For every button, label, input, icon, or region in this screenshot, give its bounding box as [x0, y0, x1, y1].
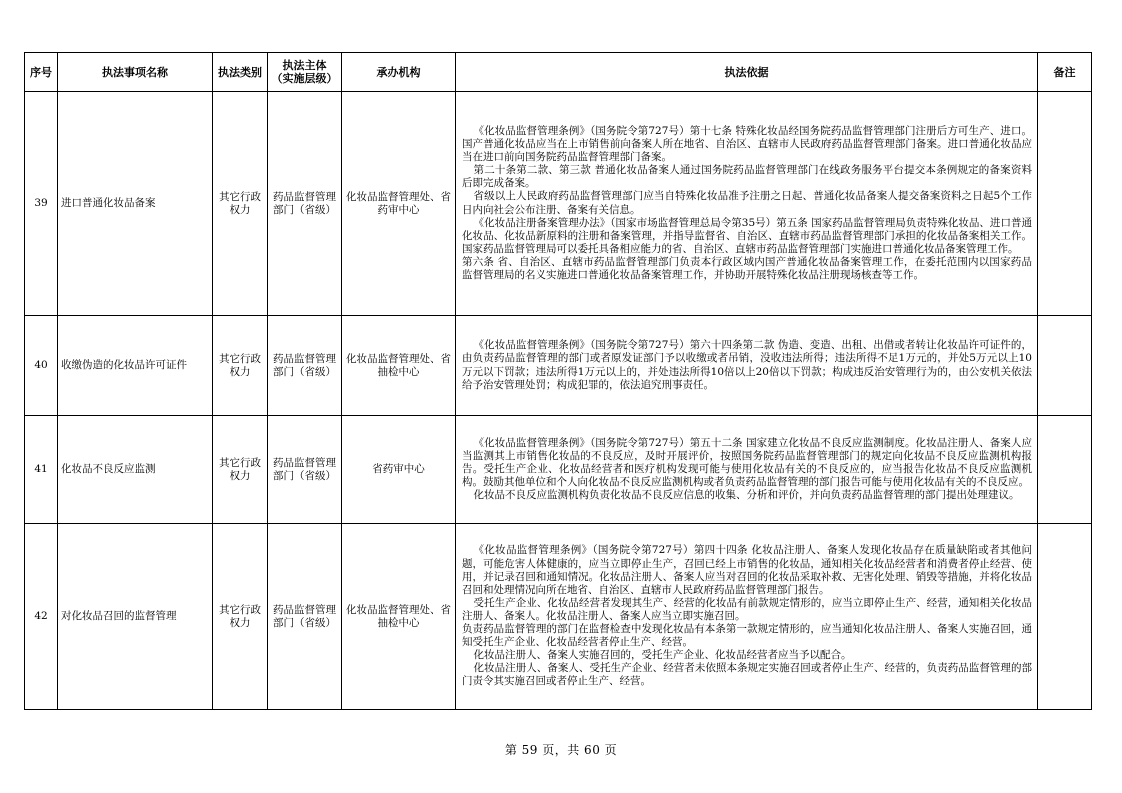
- table-row: [25, 416, 1092, 524]
- row-no: 40: [25, 316, 58, 416]
- row-type: 其它行政权力: [213, 316, 268, 416]
- basis-paragraph: 第二十条第二款、第三款 普通化妆品备案人通过国务院药品监督管理部门在线政务服务平台提交本条例规定的备案资料后即完成备案。: [462, 164, 1032, 190]
- header-org: 承办机构: [342, 53, 456, 92]
- row-subject: 药品监督管理部门（省级）: [268, 416, 342, 524]
- row-no: 41: [25, 416, 58, 524]
- header-subject-line2: （实施层级）: [271, 72, 338, 85]
- basis-paragraph: 第六条 省、自治区、直辖市药品监督管理部门负责本行政区域内国产普通化妆品备案管理工作，在委托范围内以国家药品监督管理局的名义实施进口普通化妆品备案管理工作，并协助开展特殊化妆品注册现场核查等工作。: [462, 255, 1032, 281]
- header-subject: [268, 53, 342, 92]
- row-name: 收缴伪造的化妆品许可证件: [58, 316, 213, 416]
- row-basis: [456, 316, 1038, 416]
- header-type: 执法类别: [213, 53, 268, 92]
- row-type: 其它行政权力: [213, 416, 268, 524]
- basis-paragraph: 《化妆品监督管理条例》（国务院令第727号）第五十二条 国家建立化妆品不良反应监测制度。化妆品注册人、备案人应当监测其上市销售化妆品的不良反应，及时开展评价，按照国务院药品监督管理部门的规定向化妆品不良反应监测机构报告。受托生产企业、化妆品经营者和医疗机构发现可能与使用化妆品有关的不良反应的，应当报告化妆品不良反应监测机构。鼓励其他单位和个人向化妆品不良反应监测机构或者负责药品监督管理的部门报告可能与使用化妆品有关的不良反应。: [462, 436, 1032, 489]
- row-subject: 药品监督管理部门（省级）: [268, 92, 342, 316]
- basis-paragraph: 《化妆品监督管理条例》（国务院令第727号）第十七条 特殊化妆品经国务院药品监督管理部门注册后方可生产、进口。国产普通化妆品应当在上市销售前向备案人所在地省、自治区、直辖市人民政府药品监督管理部门备案。进口普通化妆品应当在进口前向国务院药品监督管理部门备案。: [462, 124, 1032, 164]
- basis-paragraph: 负责药品监督管理的部门在监督检查中发现化妆品有本条第一款规定情形的，应当通知化妆品注册人、备案人实施召回，通知受托生产企业、化妆品经营者停止生产、经营。: [462, 623, 1032, 649]
- row-basis: [456, 524, 1038, 710]
- basis-paragraph: 化妆品不良反应监测机构负责化妆品不良反应信息的收集、分析和评价，并向负责药品监督管理的部门提出处理建议。: [473, 489, 1020, 502]
- basis-paragraph: 化妆品注册人、备案人、受托生产企业、经营者未依照本条规定实施召回或者停止生产、经营的，负责药品监督管理的部门责令其实施召回或者停止生产、经营。: [462, 662, 1032, 688]
- row-remark: [1038, 316, 1092, 416]
- page-number: 第 59 页，共 60 页: [504, 743, 618, 757]
- basis-paragraph: 受托生产企业、化妆品经营者发现其生产、经营的化妆品有前款规定情形的，应当立即停止生产、经营，通知相关化妆品注册人、备案人。化妆品注册人、备案人应当立即实施召回。: [462, 596, 1032, 622]
- row-remark: [1038, 524, 1092, 710]
- law-enforcement-table: [24, 52, 1092, 710]
- basis-paragraph: 《化妆品注册备案管理办法》（国家市场监督管理总局令第35号）第五条 国家药品监督管理局负责特殊化妆品、进口普通化妆品、化妆品新原料的注册和备案管理，并指导监督省、自治区、直辖市药品监督管理部门承担的化妆品备案相关工作。国家药品监督管理局可以委托具备相应能力的省、自治区、直辖市药品监督管理部门实施进口普通化妆品备案管理工作。: [462, 216, 1032, 255]
- row-name: 进口普通化妆品备案: [58, 92, 213, 316]
- header-subject-line1: 执法主体: [282, 59, 327, 72]
- row-type: 其它行政权力: [213, 524, 268, 710]
- row-basis: [456, 92, 1038, 316]
- row-org: 化妆品监督管理处、省抽检中心: [342, 524, 456, 710]
- header-remark: 备注: [1038, 53, 1092, 92]
- header-row: [25, 53, 1092, 92]
- header-no: 序号: [25, 53, 58, 92]
- row-remark: [1038, 416, 1092, 524]
- header-basis: 执法依据: [456, 53, 1038, 92]
- basis-paragraph: 省级以上人民政府药品监督管理部门应当自特殊化妆品准予注册之日起、普通化妆品备案人提交备案资料之日起5个工作日内向社会公布注册、备案有关信息。: [462, 190, 1032, 216]
- basis-paragraph: 《化妆品监督管理条例》（国务院令第727号）第四十四条 化妆品注册人、备案人发现化妆品存在质量缺陷或者其他问题，可能危害人体健康的，应当立即停止生产，召回已经上市销售的化妆品，通知相关化妆品经营者和消费者停止经营、使用，并记录召回和通知情况。化妆品注册人、备案人应当对召回的化妆品采取补救、无害化处理、销毁等措施，并将化妆品召回和处理情况向所在地省、自治区、直辖市人民政府药品监督管理部门报告。: [462, 544, 1032, 596]
- basis-paragraph: 化妆品注册人、备案人实施召回的，受托生产企业、化妆品经营者应当予以配合。: [473, 649, 852, 662]
- row-type: 其它行政权力: [213, 92, 268, 316]
- header-name: 执法事项名称: [58, 53, 213, 92]
- table-row: [25, 524, 1092, 710]
- row-basis: [456, 416, 1038, 524]
- row-remark: [1038, 92, 1092, 316]
- row-name: 化妆品不良反应监测: [58, 416, 213, 524]
- row-no: 39: [25, 92, 58, 316]
- row-subject: 药品监督管理部门（省级）: [268, 524, 342, 710]
- row-org: 化妆品监督管理处、省抽检中心: [342, 316, 456, 416]
- row-org: 省药审中心: [342, 416, 456, 524]
- row-subject: 药品监督管理部门（省级）: [268, 316, 342, 416]
- row-no: 42: [25, 524, 58, 710]
- row-name: 对化妆品召回的监督管理: [58, 524, 213, 710]
- table-row: [25, 92, 1092, 316]
- table-row: [25, 316, 1092, 416]
- basis-paragraph: 《化妆品监督管理条例》（国务院令第727号）第六十四条第二款 伪造、变造、出租、出借或者转让化妆品许可证件的，由负责药品监督管理的部门或者原发证部门予以收缴或者吊销，没收违法所得；违法所得不足1万元的，并处5万元以上10万元以下罚款；违法所得1万元以上的，并处违法所得10倍以上20倍以下罚款；构成违反治安管理行为的，由公安机关依法给予治安管理处罚；构成犯罪的，依法追究刑事责任。: [462, 339, 1032, 391]
- row-org: 化妆品监督管理处、省药审中心: [342, 92, 456, 316]
